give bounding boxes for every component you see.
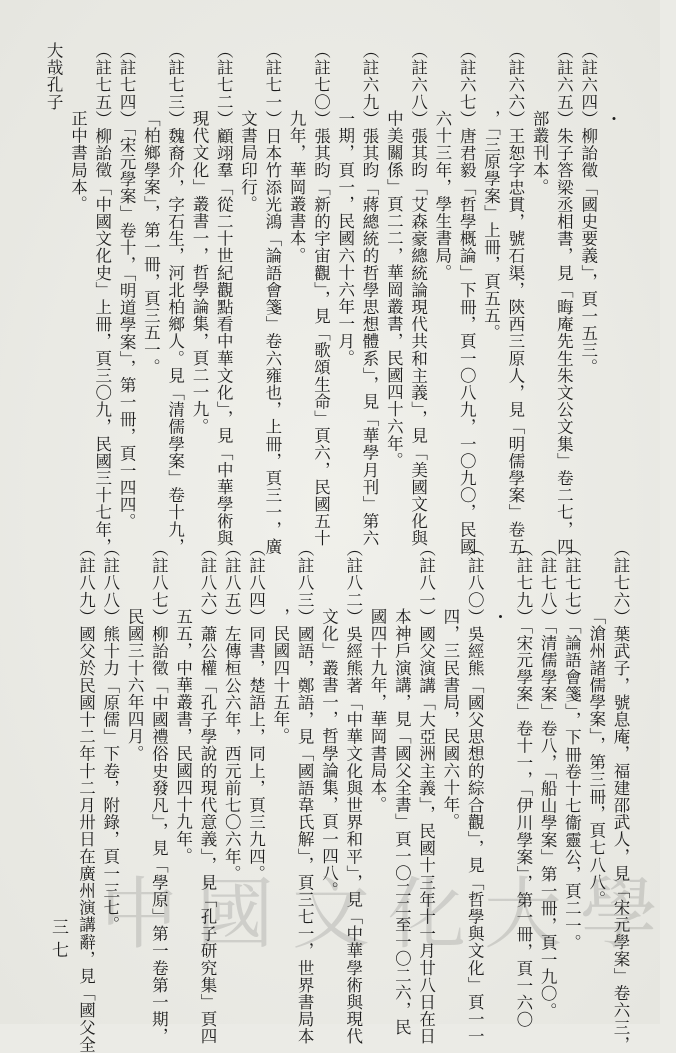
- footnote-line: （註七七）「論語會箋」，下冊卷十七衞靈公，頁二一。: [562, 540, 582, 951]
- footnote-line: 六十三年，學生書局。: [432, 109, 452, 281]
- footnote-line: 一期，頁一，民國六十六年一月。: [335, 109, 355, 367]
- footnote-line: 九年，華岡叢書本。: [287, 109, 307, 264]
- footnote-line: ，民國四十五年。: [270, 607, 290, 745]
- footnote-line: 四，三民書局，民國六十年。: [440, 607, 460, 830]
- footnote-line: 中美關係」頁二二，華岡叢書，民國四十六年。: [384, 109, 404, 469]
- footnote-line: 國四十九年，華岡書局本。: [368, 607, 388, 813]
- footnote-line: （註六七）唐君毅「哲學概論」下冊，頁一〇八九，一〇九〇，民國: [457, 42, 477, 555]
- footnote-line: （註八四）同書，楚語上，同上，頁三九四。: [246, 540, 266, 882]
- footnote-line: 大哉孔子: [44, 42, 64, 111]
- footnote-line: （註八七）柳詒徵「中國禮俗史發凡」，見「學原」第一卷第一期，: [149, 540, 169, 1045]
- footnote-line: ・: [603, 109, 622, 127]
- footnotes-lower-block: [72, 540, 632, 1053]
- footnote-line: 本神戶演講，見「國父全書」頁一〇二二至一〇二六，民: [392, 607, 412, 1036]
- footnote-line: （註七一）日本竹添光鴻「論語會箋」卷六雍也，上冊，頁三一，廣: [262, 42, 282, 555]
- footnote-line: （註八二）吳經熊著「中華文化與世界和平」，見「中華學術與現代: [343, 540, 363, 1045]
- footnote-line: （註六六）王恕字忠貫，號石渠，陝西三原人，見「明儒學案」卷五: [505, 42, 525, 555]
- footnote-line: 現代文化」叢書一，哲學論集，頁二一九。: [189, 109, 209, 435]
- footnote-line: （註六四）柳詒徵「國史要義」，頁一五三。: [578, 42, 598, 376]
- footnote-line: （註七六）葉武子，號息庵，福建邵武人，見「宋元學案」卷六三，: [611, 540, 630, 1053]
- footnote-line: ，「三原學案」上冊，頁五五。: [481, 109, 501, 341]
- footnote-line: （註八九）國父於民國十二年十二月卅日在廣州演講辭，見「國父全: [76, 540, 96, 1053]
- footnote-line: （註八一）國父演講「大亞洲主義」，民國十三年十一月廿八日在日: [416, 540, 436, 1045]
- footnote-line: （註七五）柳詒徵「中國文化史」上冊，頁三〇九，民國三十七年，: [92, 42, 112, 555]
- footnote-line: （註六九）張其昀「蔣總統的哲學思想體系」，見「華學月刊」第六: [360, 42, 380, 547]
- footnote-line: （註八八）熊十力「原儒」下卷，附錄，頁一三七。: [100, 540, 120, 934]
- footnote-line: 五五，中華叢書，民國四十九年。: [173, 607, 193, 865]
- footnote-line: （註六五）朱子答梁丞相書，見「晦庵先生朱文公文集」卷二七，四: [554, 42, 574, 555]
- footnotes-upper-block: [44, 42, 624, 555]
- watermark-text: 中國文化大學: [100, 870, 676, 960]
- footnote-line: （註七三）魏裔介，字石生，河北柏鄉人。見「清儒學案」卷十九，: [165, 42, 185, 555]
- footnote-line: （註八〇）吳經熊「國父思想的綜合觀」，見「哲學與文化」頁一一: [465, 540, 485, 1045]
- footnote-line: 「柏鄉學案」，第一冊，頁三五一。: [141, 109, 161, 375]
- footnote-line: （註七八）「清儒學案」卷八，「船山學案」第一冊，頁一九〇。: [538, 540, 558, 1020]
- footnote-line: （註七九）「宋元學案」卷十一，「伊川學案」，第一冊，頁一六〇: [513, 540, 533, 1029]
- footnote-line: ・: [489, 607, 509, 625]
- footnote-line: （註八三）國語，鄭語，見「國語韋氏解」，頁三七一，世界書局本: [295, 540, 315, 1045]
- footnote-line: 正中書局本。: [68, 109, 88, 213]
- footnote-line: 民國三十六年四月。: [125, 607, 145, 762]
- page-number: 三七: [48, 918, 68, 964]
- footnote-line: （註七四）「宋元學案」卷十，「明道學案」，第一冊，頁一四四。: [117, 42, 137, 531]
- footnote-line: （註七二）顧翊羣「從二十世紀觀點看中華文化」，見「中華學術與: [214, 42, 234, 547]
- footnote-line: （註七〇）張其昀「新的宇宙觀」，見「歌頌生命」頁六，民國五十: [311, 42, 331, 547]
- footnote-line: （註六八）張其昀「艾森豪總統論現代共和主義」，見「美國文化與: [408, 42, 428, 547]
- footnote-line: （註八五）左傳桓公六年，西元前七〇六年。: [222, 540, 242, 882]
- footnote-line: 文書局印行。: [238, 109, 258, 213]
- footnote-line: 文化」叢書一，哲學論集，頁一四八。: [319, 607, 339, 899]
- footnote-line: 部叢刊本。: [530, 109, 550, 196]
- footnote-line: （註八六）蕭公權「孔子學說的現代意義」，見「孔子研究集」頁四: [197, 540, 217, 1045]
- footnote-line: 「滄州諸儒學案」，第三冊，頁七八八。: [586, 607, 606, 908]
